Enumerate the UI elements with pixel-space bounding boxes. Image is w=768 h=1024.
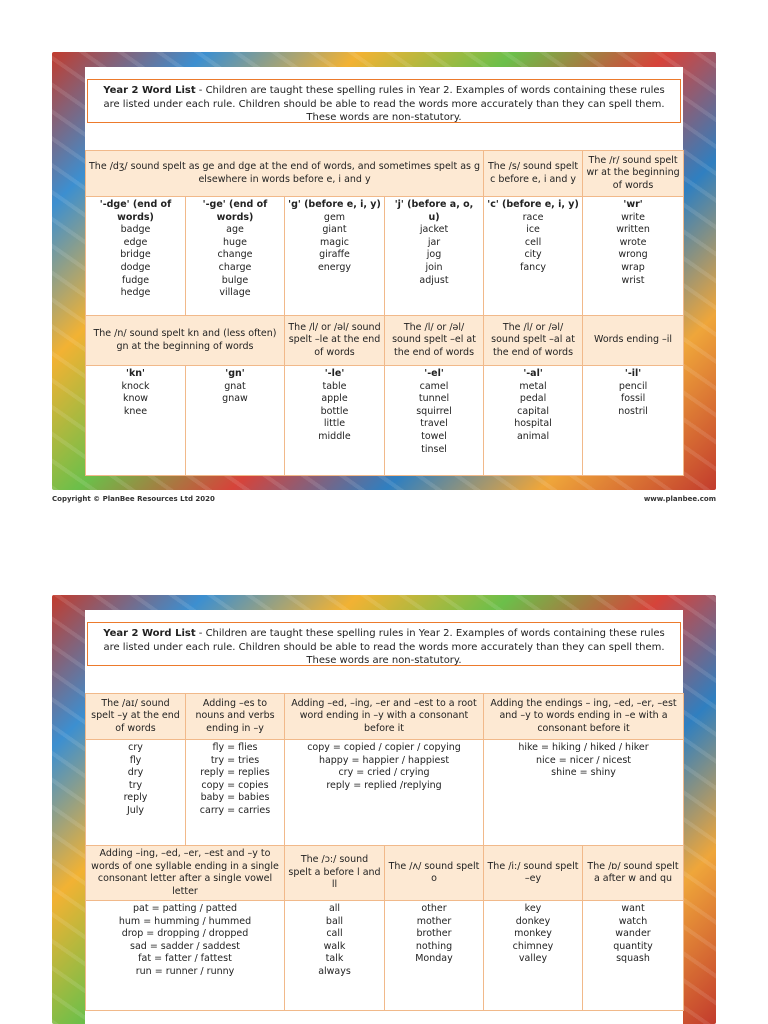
word: cry [128, 742, 143, 753]
word: jacket [419, 224, 449, 236]
word: watch [618, 915, 648, 927]
word: mother [416, 915, 452, 927]
word: magic [320, 236, 349, 248]
word: fossil [620, 393, 646, 405]
word: pedal [519, 393, 547, 405]
word-column [285, 901, 385, 1011]
word: written [616, 224, 650, 236]
word: gnaw [222, 393, 248, 405]
word: quantity [613, 940, 653, 952]
rule-header: The /aɪ/ sound spelt –y at the end of words [86, 694, 186, 740]
word: wrote [619, 236, 647, 248]
rule-header: The /ʌ/ sound spelt o [385, 846, 484, 901]
word: knee [123, 405, 148, 417]
word: bridge [120, 249, 151, 261]
word: hedge [120, 287, 151, 299]
intro-text: - Children are taught these spelling rules in Year 2. Examples of words containing these rules are listed under each rule. Children should be able to read the words more accurately than they can spell them. These words are non-statutory. [103, 628, 665, 666]
word: write [621, 211, 645, 223]
word: walk [323, 940, 346, 952]
word-column [285, 366, 385, 476]
word: dry [127, 767, 144, 779]
word: baby = babies [200, 792, 270, 804]
word: squirrel [416, 405, 452, 417]
column-title: '-el' [424, 368, 444, 379]
intro-box [87, 79, 681, 123]
word: Monday [415, 953, 453, 965]
rule-header: The /ɔ:/ sound spelt a before l and ll [285, 846, 385, 901]
word: energy [317, 261, 352, 273]
word-column [86, 901, 285, 1011]
word: ball [325, 915, 344, 927]
word: cry = cried / crying [338, 767, 430, 779]
word: ice [526, 224, 540, 236]
word: capital [517, 405, 549, 417]
word: fudge [121, 274, 150, 286]
word: tunnel [418, 393, 450, 405]
word: always [318, 965, 351, 977]
word-list-card-1 [52, 52, 716, 490]
rule-header: The /dʒ/ sound spelt as ge and dge at the end of words, and sometimes spelt as g elsewhere in words before e, i and y [86, 151, 484, 197]
word: gnat [224, 380, 246, 392]
rule-header: The /l/ or /əl/ sound spelt –al at the end of words [484, 316, 583, 366]
word: carry = carries [199, 804, 271, 816]
word: fly [129, 754, 142, 766]
rule-header: The /ɒ/ sound spelt a after w and qu [583, 846, 684, 901]
word: reply = replied /replying [326, 779, 442, 791]
word: bulge [221, 274, 249, 286]
word: July [126, 804, 145, 816]
word: sad = sadder / saddest [130, 940, 240, 952]
word: pencil [618, 380, 648, 392]
column-title: '-le' [324, 368, 345, 379]
word: city [524, 249, 542, 261]
rule-header: The /l/ or /əl/ sound spelt –le at the end of words [285, 316, 385, 366]
word: jar [427, 236, 441, 248]
word: edge [123, 236, 148, 248]
word-column [186, 197, 285, 316]
column-title: 'g' (before e, i, y) [288, 199, 381, 210]
word: shine = shiny [551, 767, 616, 779]
word: giraffe [319, 249, 350, 261]
rule-header: Adding –ed, –ing, –er and –est to a root word ending in –y with a consonant before it [285, 694, 484, 740]
word: try [128, 779, 143, 791]
word: giant [322, 224, 347, 236]
word: fat = fatter / fattest [138, 953, 232, 965]
intro-text: - Children are taught these spelling rules in Year 2. Examples of words containing these rules are listed under each rule. Children should be able to read the words more accurately than they can spell them. These words are non-statutory. [103, 85, 665, 123]
word: copy = copied / copier / copying [307, 742, 461, 753]
word: badge [120, 224, 151, 236]
word: animal [516, 430, 550, 442]
word: cell [524, 236, 542, 248]
word: happy = happier / happiest [318, 754, 450, 766]
intro-title: Year 2 Word List [103, 628, 196, 639]
rule-header-row [86, 694, 684, 740]
rule-header: The /r/ sound spelt wr at the beginning of words [583, 151, 684, 197]
column-title: 'kn' [126, 368, 145, 379]
rule-header: Adding –es to nouns and verbs ending in –y [186, 694, 285, 740]
word: other [421, 903, 447, 914]
word-column [484, 197, 583, 316]
word: travel [420, 418, 448, 430]
word: hike = hiking / hiked / hiker [518, 742, 649, 753]
word: join [425, 261, 443, 273]
column-title: '-dge' (end of words) [99, 199, 172, 223]
word: jog [426, 249, 442, 261]
word: charge [218, 261, 252, 273]
word: know [122, 393, 149, 405]
word: fly = flies [212, 742, 258, 753]
word-column [583, 197, 684, 316]
word: brother [416, 928, 452, 940]
column-title: 'j' (before a, o, u) [394, 199, 474, 223]
word-list-card-2 [52, 595, 716, 1024]
word: middle [318, 430, 351, 442]
rule-header: Adding the endings – ing, –ed, –er, –est and –y to words ending in –e with a consonant before it [484, 694, 684, 740]
word: age [226, 224, 244, 236]
word-column-row [86, 740, 684, 846]
word: call [326, 928, 343, 940]
intro-title: Year 2 Word List [103, 85, 196, 96]
word: all [328, 903, 341, 914]
word: knock [121, 380, 150, 392]
word-column [285, 740, 484, 846]
word: reply = replies [200, 767, 270, 779]
rule-header-row [86, 151, 684, 197]
intro-box [87, 622, 681, 666]
word: valley [518, 953, 548, 965]
word: want [621, 903, 645, 914]
word: fancy [520, 261, 547, 273]
website-footer: www.planbee.com [643, 495, 716, 503]
word-column [86, 197, 186, 316]
word-column [385, 366, 484, 476]
word: wander [615, 928, 651, 940]
word: little [323, 418, 346, 430]
word-column-row [86, 366, 684, 476]
word: hospital [514, 418, 552, 430]
word-column-row [86, 197, 684, 316]
word: tinsel [421, 443, 447, 455]
word: huge [223, 236, 247, 248]
word: donkey [515, 915, 551, 927]
word: race [522, 211, 544, 223]
word: reply [123, 792, 148, 804]
word: wrist [621, 274, 645, 286]
word: run = runner / runny [135, 965, 235, 977]
word-column [583, 901, 684, 1011]
rule-header: The /l/ or /əl/ sound spelt –el at the end of words [385, 316, 484, 366]
word-column [484, 366, 583, 476]
word: hum = humming / hummed [118, 915, 252, 927]
spelling-table-2 [85, 693, 684, 1011]
word: squash [616, 953, 650, 965]
word-column [86, 366, 186, 476]
word-column [385, 197, 484, 316]
column-title: 'wr' [623, 199, 643, 210]
word: change [217, 249, 253, 261]
word-list-sheet-1 [85, 67, 683, 475]
word: adjust [419, 274, 449, 286]
word-column [285, 197, 385, 316]
column-title: '-ge' (end of words) [202, 199, 268, 223]
word: chimney [512, 940, 554, 952]
column-title: 'c' (before e, i, y) [487, 199, 579, 210]
word: drop = dropping / dropped [121, 928, 249, 940]
word-column [186, 740, 285, 846]
word: copy = copies [201, 779, 269, 791]
word-column [385, 901, 484, 1011]
word: nice = nicer / nicest [536, 754, 632, 766]
word-list-sheet-2 [85, 610, 683, 1024]
word: nostril [618, 405, 648, 417]
copyright-footer: Copyright © PlanBee Resources Ltd 2020 [52, 495, 215, 503]
rule-header-row [86, 316, 684, 366]
word: monkey [514, 928, 552, 940]
rule-header-row [86, 846, 684, 901]
word: table [322, 380, 347, 392]
word: gem [323, 211, 346, 223]
column-title: '-al' [523, 368, 543, 379]
word: talk [325, 953, 344, 965]
word: apple [321, 393, 348, 405]
word: wrap [621, 261, 645, 273]
word: key [524, 903, 542, 914]
column-title: 'gn' [225, 368, 245, 379]
word-column [484, 901, 583, 1011]
word: try = tries [210, 754, 260, 766]
word: dodge [120, 261, 151, 273]
word-column-row [86, 901, 684, 1011]
word: village [219, 287, 251, 299]
rule-header: Words ending –il [583, 316, 684, 366]
rule-header: The /n/ sound spelt kn and (less often) gn at the beginning of words [86, 316, 285, 366]
rule-header: The /s/ sound spelt c before e, i and y [484, 151, 583, 197]
word-column [86, 740, 186, 846]
word: pat = patting / patted [133, 903, 237, 914]
word-column [186, 366, 285, 476]
word: camel [419, 380, 449, 392]
rule-header: Adding –ing, –ed, –er, –est and –y to words of one syllable ending in a single consonant letter after a single vowel letter [86, 846, 285, 901]
rule-header: The /i:/ sound spelt –ey [484, 846, 583, 901]
word: bottle [320, 405, 349, 417]
word: nothing [415, 940, 453, 952]
word-column [484, 740, 684, 846]
word: metal [519, 380, 547, 392]
spelling-table-1 [85, 150, 684, 476]
word: towel [421, 430, 447, 442]
column-title: '-il' [624, 368, 642, 379]
word: wrong [618, 249, 648, 261]
word-column [583, 366, 684, 476]
